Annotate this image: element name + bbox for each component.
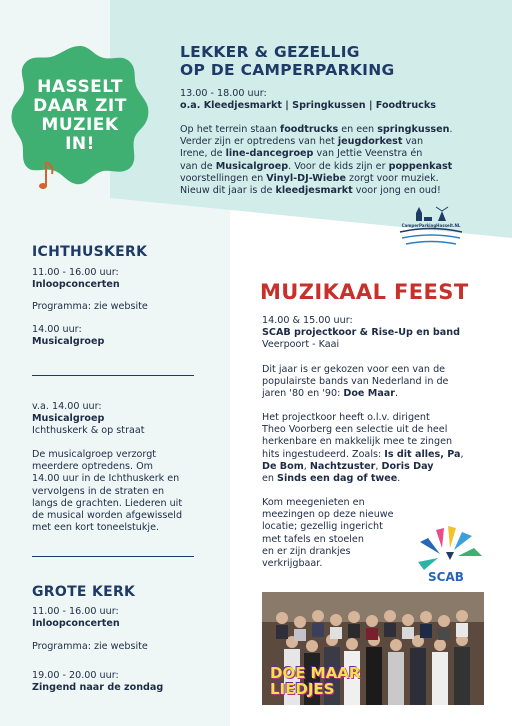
ichthus-time-3: v.a. 14.00 uur: <box>32 401 102 412</box>
badge-line: DAAR ZIT <box>33 96 127 116</box>
scab-logo-text: SCAB <box>428 570 464 584</box>
text-span: Verder zijn er optredens van het <box>180 136 338 148</box>
camper-subtitle: o.a. Kleedjesmarkt | Springkussen | Foodtrucks <box>180 100 436 111</box>
text-line <box>262 388 448 400</box>
photo-caption <box>270 665 360 697</box>
text-line <box>262 412 464 424</box>
bold-text: poppenkast <box>388 160 453 172</box>
text-span: hits ingestudeerd. Zoals: <box>262 448 385 460</box>
bold-text: Doe Maar <box>343 388 396 400</box>
bold-text: jeugdorkest <box>337 136 403 148</box>
text-line <box>180 161 453 173</box>
text-line <box>180 185 453 197</box>
camperparking-logo-text: CamperParkingHasselt.NL <box>401 223 461 228</box>
text-line <box>262 364 448 376</box>
text-span: populairste bands van Nederland in de <box>262 376 449 388</box>
text-span: van de <box>180 160 216 172</box>
text-span: voorstellingen en <box>180 172 267 184</box>
feest-paragraph-3 <box>262 497 394 570</box>
scab-logo-icon <box>414 526 488 572</box>
text-span: , <box>303 460 310 472</box>
text-line: de musical worden afgewisseld <box>32 510 183 522</box>
text-line: verkrijgbaar. <box>262 558 323 570</box>
grote-title: GROTE KERK <box>32 584 136 600</box>
choir-photo <box>262 592 484 705</box>
grote-program: Programma: zie website <box>32 641 148 652</box>
ichthus-label-2: Musicalgroep <box>32 336 105 347</box>
text-span: . <box>395 388 399 400</box>
text-line <box>180 173 453 185</box>
text-span: jaren '80 en '90: <box>262 388 344 400</box>
text-line <box>262 473 464 485</box>
text-span: , <box>375 460 382 472</box>
text-span: Nieuw dit jaar is de <box>180 185 276 197</box>
text-span: Dit jaar is er gekozen voor een van de <box>262 364 446 375</box>
text-line: locatie; gezellig ingericht <box>262 521 383 533</box>
bold-text: Is dit alles, Pa <box>384 448 461 460</box>
text-span: en <box>262 473 278 485</box>
bold-text: kleedjesmarkt <box>275 185 353 197</box>
grote-time-1: 11.00 - 16.00 uur: <box>32 606 119 617</box>
divider <box>32 375 194 376</box>
text-line <box>180 148 453 160</box>
badge-line: MUZIEK <box>41 115 119 135</box>
divider <box>32 556 194 557</box>
scab-logo <box>414 526 488 586</box>
text-line <box>262 449 464 461</box>
text-line: meezingen op deze nieuwe <box>262 509 394 521</box>
ichthus-time-2: 14.00 uur: <box>32 324 82 335</box>
text-line <box>262 424 464 436</box>
bold-text: Vinyl-DJ-Wiebe <box>266 172 346 184</box>
ichthus-place-3: Ichthuskerk & op straat <box>32 425 145 436</box>
text-line: Kom meegenieten en <box>262 497 365 508</box>
badge-text <box>10 78 150 154</box>
camper-title-line: OP DE CAMPERPARKING <box>180 61 395 79</box>
bold-text: foodtrucks <box>280 124 339 135</box>
feest-place: Veerpoort - Kaai <box>262 339 340 350</box>
text-line: De musicalgroep verzorgt <box>32 449 157 460</box>
text-line <box>262 461 464 473</box>
text-line: meerdere optredens. Om <box>32 461 154 473</box>
grote-label-2: Zingend naar de zondag <box>32 682 164 693</box>
text-span: Het projectkoor heeft o.l.v. dirigent <box>262 412 430 423</box>
camper-body <box>180 124 453 197</box>
text-span: voor jong en oud! <box>352 185 441 197</box>
camper-title-line: LEKKER & GEZELLIG <box>180 43 360 61</box>
text-span: . Voor de kids zijn er <box>288 160 389 172</box>
feest-paragraph-2 <box>262 412 464 485</box>
feest-label: SCAB projectkoor & Rise-Up en band <box>262 327 460 338</box>
text-line: en er zijn drankjes <box>262 545 351 557</box>
bold-text: Musicalgroep <box>215 160 289 172</box>
text-line: met tafels en stoelen <box>262 533 364 545</box>
text-span: Op het terrein staan <box>180 124 281 135</box>
ichthus-description <box>32 449 182 534</box>
text-span: . <box>397 473 401 485</box>
ichthus-time-1: 11.00 - 16.00 uur: <box>32 267 119 278</box>
feest-title: MUZIKAAL FEEST <box>260 280 469 304</box>
camperparking-logo <box>398 205 464 249</box>
text-span: van <box>402 136 424 148</box>
ichthus-title: ICHTHUSKERK <box>32 244 148 260</box>
bold-text: line-dancegroep <box>225 148 314 160</box>
badge-line: IN! <box>65 134 95 154</box>
text-line <box>180 124 453 136</box>
text-span: Theo Voorberg een selectie uit de heel <box>262 424 448 436</box>
bold-text: De Bom <box>262 460 304 472</box>
text-span: herkenbare en makkelijk mee te zingen <box>262 436 453 448</box>
text-span: van Jettie Veenstra én <box>313 148 423 160</box>
text-line <box>180 136 453 148</box>
ichthus-program: Programma: zie website <box>32 301 148 312</box>
text-span: zorgt voor muziek. <box>346 172 439 184</box>
text-span: en een <box>338 124 378 135</box>
bold-text: springkussen <box>377 124 450 135</box>
photo-caption-line: LIEDJES <box>270 680 335 698</box>
text-span: . <box>449 124 453 135</box>
bold-text: Sinds een dag of twee <box>277 473 398 485</box>
text-span: , <box>460 448 464 460</box>
feest-time: 14.00 & 15.00 uur: <box>262 315 353 326</box>
text-line: langs de grachten. Liederen uit <box>32 497 183 509</box>
badge-line: HASSELT <box>37 77 123 97</box>
text-line <box>262 436 464 448</box>
ichthus-label-3: Musicalgroep <box>32 413 105 424</box>
grote-label-1: Inloopconcerten <box>32 618 120 629</box>
text-line: met een kort toneelstukje. <box>32 522 160 534</box>
ichthus-label-1: Inloopconcerten <box>32 279 120 290</box>
text-line: 14.00 uur in de Ichthuskerk en <box>32 473 180 485</box>
camper-title <box>180 43 395 79</box>
text-line <box>262 376 448 388</box>
bold-text: Nachtzuster <box>309 460 376 472</box>
text-span: Irene, de <box>180 148 226 160</box>
camper-time: 13.00 - 18.00 uur: <box>180 88 267 99</box>
text-line: vervolgens in de straten en <box>32 485 165 497</box>
hasselt-badge <box>10 40 150 190</box>
bold-text: Doris Day <box>381 460 434 472</box>
feest-paragraph-1 <box>262 364 448 401</box>
grote-time-2: 19.00 - 20.00 uur: <box>32 670 119 681</box>
photo-caption-line: DOE MAAR <box>270 664 361 682</box>
